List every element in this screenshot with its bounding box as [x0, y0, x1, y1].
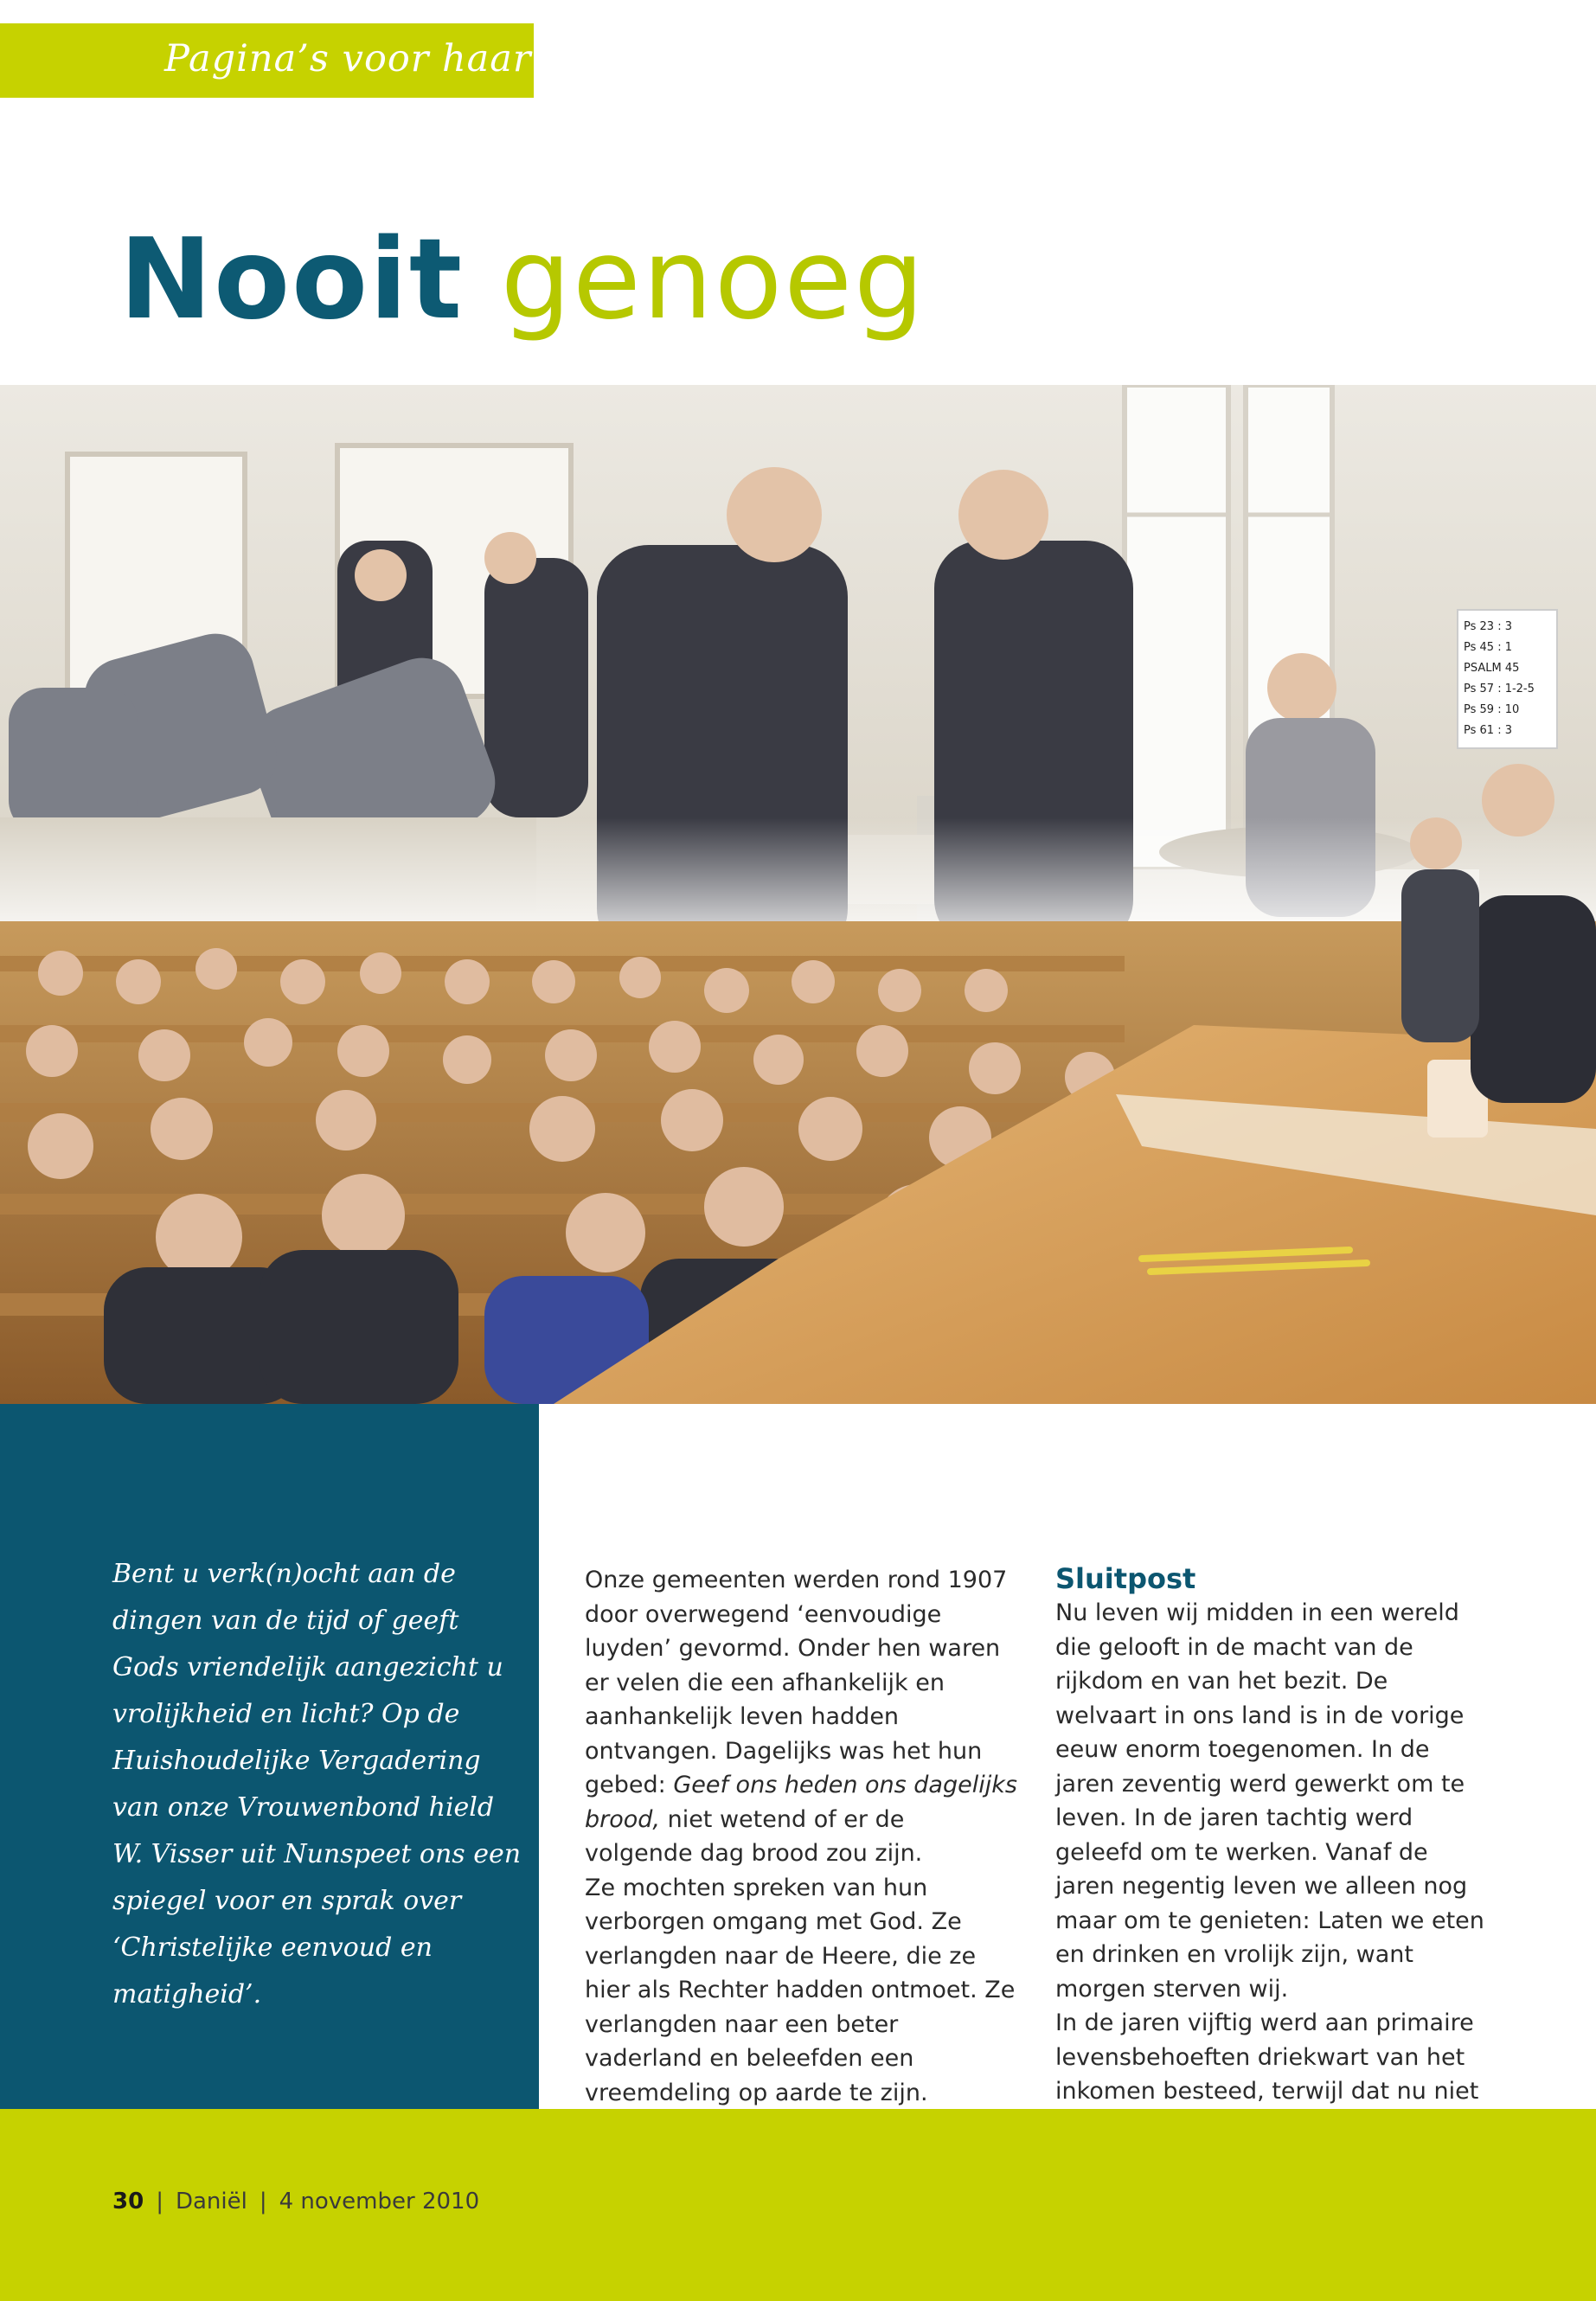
intro-panel — [0, 1404, 539, 2109]
footer-separator: | — [259, 2189, 267, 2214]
hymn-line-4: Ps 57 : 1-2-5 — [1464, 683, 1535, 695]
column1-p1-text-b: niet wetend of er de volgende dag brood zou zijn. — [585, 1805, 923, 1867]
title-word-1: Nooit — [119, 215, 465, 344]
article-title — [119, 215, 926, 344]
article-photo — [0, 385, 1596, 1404]
hymn-line-2: Ps 45 : 1 — [1464, 641, 1512, 654]
intro-paragraph: Bent u verk(n)ocht aan de dingen van de tijd of geeft Gods vriendelijk aangezicht u vrolijkheid en licht? Op de Huishoudelijke Vergadering van onze Vrouwenbond hield W. Visser uit Nunspeet ons een spiegel voor en sprak over ‘Christelijke eenvoud en matigheid’. — [112, 1559, 522, 2009]
column1-paragraph-1 — [585, 1563, 1017, 1871]
body-column-2 — [1055, 1561, 1488, 2143]
column2-paragraph-2: In de jaren vijftig werd aan primaire levensbehoeften driekwart van het inkomen besteed, terwijl dat nu niet — [1055, 2009, 1479, 2105]
body-column-1 — [585, 1563, 1017, 2110]
column2-paragraph-1: Nu leven wij midden in een wereld die gelooft in de macht van de rijkdom en van het bezit. De welvaart in ons land is in de vorige eeuw enorm toegenomen. In de jaren zeventig werd gewerkt om te leven. In de jaren tachtig werd geleefd om te werken. Vanaf de jaren negentig leven we alleen nog maar om te genieten: Laten we eten en drinken en vrolijk zijn, want morgen sterven wij. — [1055, 1599, 1484, 2003]
column1-paragraph-2: Ze mochten spreken van hun verborgen omgang met God. Ze verlangden naar de Heere, die ze hier als Rechter hadden ontmoet. Ze verlangden naar een beter vaderland en beleefden een vreemdeling op aarde te zijn. — [585, 1874, 1016, 2106]
title-word-2: genoeg — [500, 215, 926, 344]
intro-text — [112, 1551, 528, 2018]
hymn-line-6: Ps 61 : 3 — [1464, 724, 1512, 737]
footer-text — [112, 2189, 479, 2214]
issue-date: 4 november 2010 — [279, 2189, 480, 2214]
section-heading: Sluitpost — [1055, 1562, 1196, 1595]
magazine-name: Daniël — [175, 2189, 247, 2214]
section-tab — [0, 23, 534, 98]
column1-p1-text-a: Onze gemeenten werden rond 1907 door overwegend ‘eenvoudige luyden’ gevormd. Onder hen waren er velen die een afhankelijk en aanhankelijk leven hadden ontvangen. Dagelijks was het hun gebed: — [585, 1567, 1008, 1798]
page-footer — [0, 2109, 1596, 2301]
section-label: Pagina’s voor haar — [164, 37, 532, 80]
hymn-board — [1458, 610, 1557, 748]
hymn-line-5: Ps 59 : 10 — [1464, 703, 1520, 716]
page-number: 30 — [112, 2189, 144, 2214]
hymn-line-1: Ps 23 : 3 — [1464, 620, 1512, 633]
hymn-line-3: PSALM 45 — [1464, 662, 1520, 675]
column1-p1-emphasis: Geef ons heden ons dagelijks brood, — [585, 1772, 1017, 1833]
footer-separator: | — [156, 2189, 163, 2214]
